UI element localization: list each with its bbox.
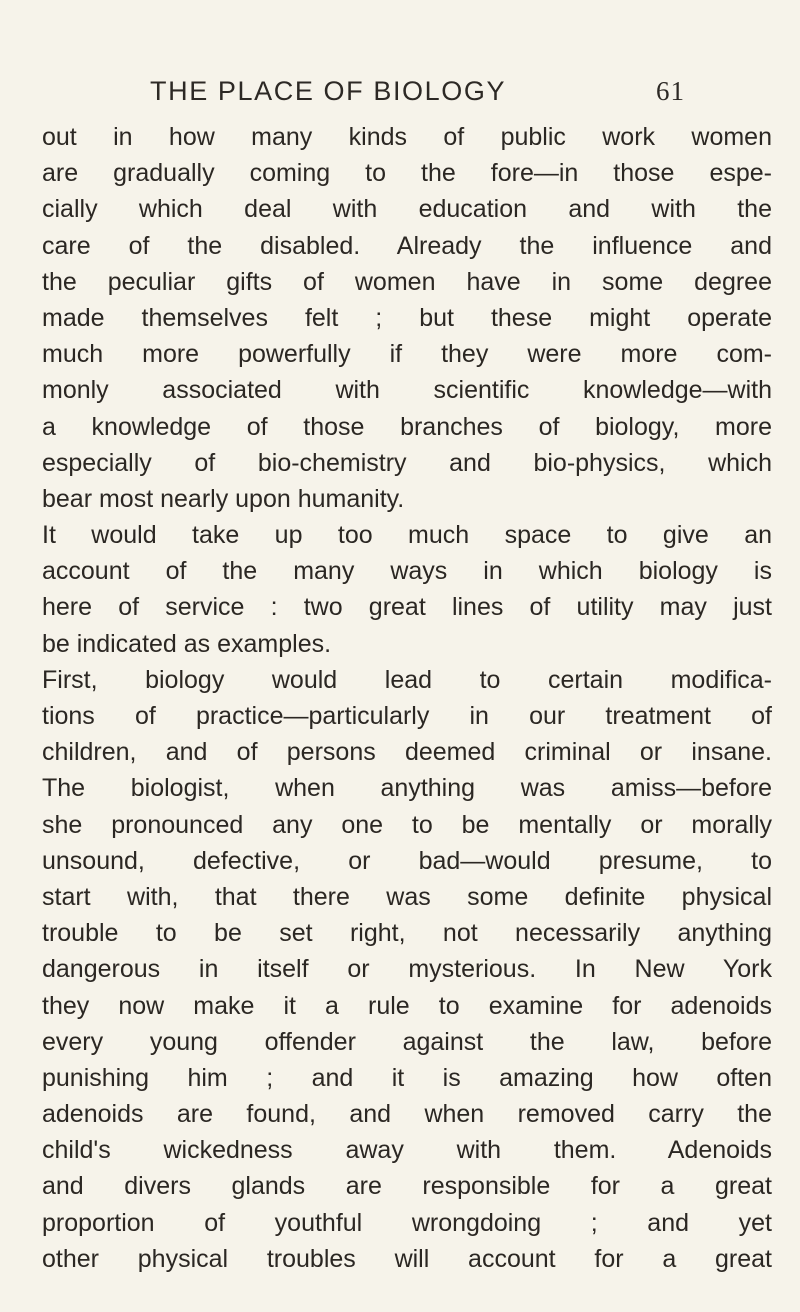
text-line: here of service : two great lines of utility may just (42, 593, 772, 622)
text-line: First, biology would lead to certain modifica- (42, 665, 772, 694)
text-line: every young offender against the law, before (42, 1027, 772, 1056)
text-line: much more powerfully if they were more com- (42, 340, 772, 369)
text-line: children, and of persons deemed criminal or insane. (42, 738, 772, 767)
text-line: made themselves felt ; but these might operate (42, 303, 772, 332)
text-line: other physical troubles will account for a great (42, 1244, 772, 1273)
text-line: bear most nearly upon humanity. (42, 484, 405, 513)
text-line: adenoids are found, and when removed carry the (42, 1100, 772, 1129)
text-line: care of the disabled. Already the influence and (42, 231, 772, 260)
text-line: It would take up too much space to give an (42, 521, 772, 550)
running-title: THE PLACE OF BIOLOGY (150, 76, 507, 106)
text-line: unsound, defective, or bad—would presume, to (42, 846, 772, 875)
page-number: 61 (656, 76, 685, 106)
text-line: child's wickedness away with them. Adenoids (42, 1136, 772, 1165)
text-line: monly associated with scientific knowledge—with (42, 376, 772, 405)
text-line: she pronounced any one to be mentally or morally (42, 810, 772, 839)
text-line: punishing him ; and it is amazing how often (42, 1063, 772, 1092)
text-line: are gradually coming to the fore—in those espe- (42, 159, 772, 188)
text-line: a knowledge of those branches of biology, more (42, 412, 772, 441)
text-line: dangerous in itself or mysterious. In New York (42, 955, 772, 984)
text-line: they now make it a rule to examine for adenoids (42, 991, 772, 1020)
text-line: account of the many ways in which biology is (42, 557, 772, 586)
text-line: cially which deal with education and with the (42, 195, 772, 224)
text-line: start with, that there was some definite physical (42, 882, 772, 911)
text-line: The biologist, when anything was amiss—before (42, 774, 772, 803)
text-line: tions of practice—particularly in our treatment of (42, 702, 772, 730)
text-line: the peculiar gifts of women have in some degree (42, 267, 772, 296)
running-head (0, 76, 800, 120)
text-line: and divers glands are responsible for a great (42, 1172, 772, 1201)
text-line: be indicated as examples. (42, 629, 332, 658)
text-line: out in how many kinds of public work women (42, 123, 772, 151)
text-line: trouble to be set right, not necessarily anything (42, 919, 772, 948)
text-line: proportion of youthful wrongdoing ; and yet (42, 1208, 772, 1237)
body-text (42, 119, 772, 1277)
text-line: especially of bio-chemistry and bio-physics, which (42, 448, 772, 477)
